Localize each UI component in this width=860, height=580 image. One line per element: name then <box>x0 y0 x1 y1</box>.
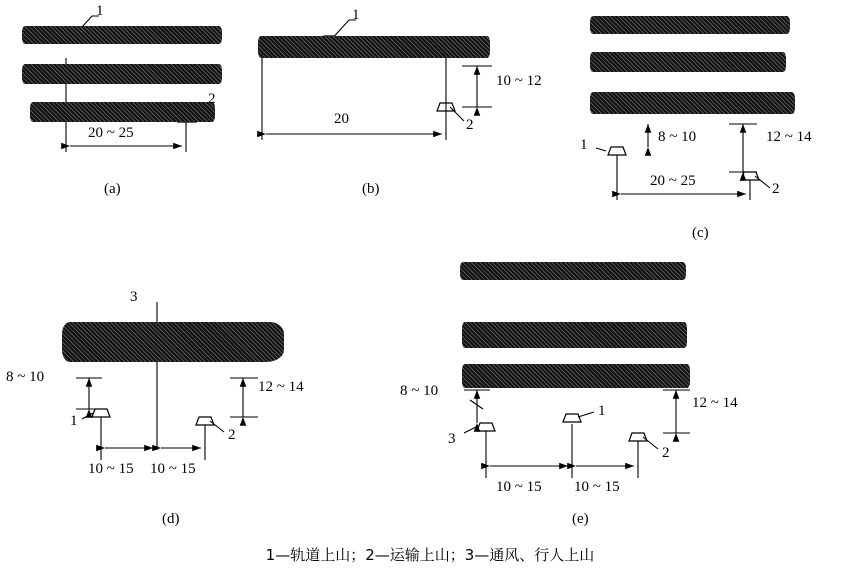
marker-label-d2: 2 <box>228 427 236 443</box>
seam-bar-d1 <box>62 322 284 362</box>
marker-label-b1: 1 <box>352 7 360 23</box>
dimension-e2: 12 ~ 14 <box>692 395 738 411</box>
dimension-c1: 8 ~ 10 <box>658 129 697 145</box>
panel-caption-e: (e) <box>572 511 589 527</box>
dimension-b2: 20 <box>334 111 349 127</box>
dimension-d4: 10 ~ 15 <box>150 461 196 477</box>
dimension-e3: 10 ~ 15 <box>496 479 542 495</box>
marker-label-a2: 2 <box>208 91 216 107</box>
dimension-b1: 10 ~ 12 <box>496 73 542 89</box>
dimension-d1: 8 ~ 10 <box>6 369 45 385</box>
seam-bar-c2 <box>590 52 786 72</box>
seam-bar-a3 <box>30 102 215 122</box>
dimension-d2: 12 ~ 14 <box>258 379 304 395</box>
marker-label-e3: 3 <box>448 431 456 447</box>
dimension-d3: 10 ~ 15 <box>88 461 134 477</box>
marker-label-d3: 3 <box>130 289 138 305</box>
seam-bar-e3 <box>462 364 690 388</box>
marker-label-c2: 2 <box>772 181 780 197</box>
dimension-e4: 10 ~ 15 <box>574 479 620 495</box>
marker-label-c1: 1 <box>580 137 588 153</box>
dimension-e1: 8 ~ 10 <box>400 383 439 399</box>
dimension-c2: 12 ~ 14 <box>766 129 812 145</box>
seam-bar-e2 <box>462 322 687 348</box>
marker-label-b2: 2 <box>466 117 474 133</box>
panel-caption-a: (a) <box>104 181 121 197</box>
seam-bar-c1 <box>590 16 790 34</box>
dimension-c3: 20 ~ 25 <box>650 173 696 189</box>
marker-label-e1: 1 <box>598 403 606 419</box>
marker-label-e2: 2 <box>662 445 670 461</box>
seam-bar-a2 <box>22 64 222 84</box>
panel-caption-d: (d) <box>162 511 180 527</box>
panel-caption-b: (b) <box>362 181 380 197</box>
seam-bar-e1 <box>460 262 686 280</box>
marker-label-d1: 1 <box>70 413 78 429</box>
seam-bar-b1 <box>258 36 490 58</box>
dimension-a1: 20 ~ 25 <box>88 125 134 141</box>
panel-caption-c: (c) <box>692 225 709 241</box>
figure-legend: 1—轨道上山；2—运输上山；3—通风、行人上山 <box>265 546 595 564</box>
marker-label-a1: 1 <box>96 3 104 19</box>
seam-bar-a1 <box>22 26 222 44</box>
seam-bar-c3 <box>590 92 795 114</box>
